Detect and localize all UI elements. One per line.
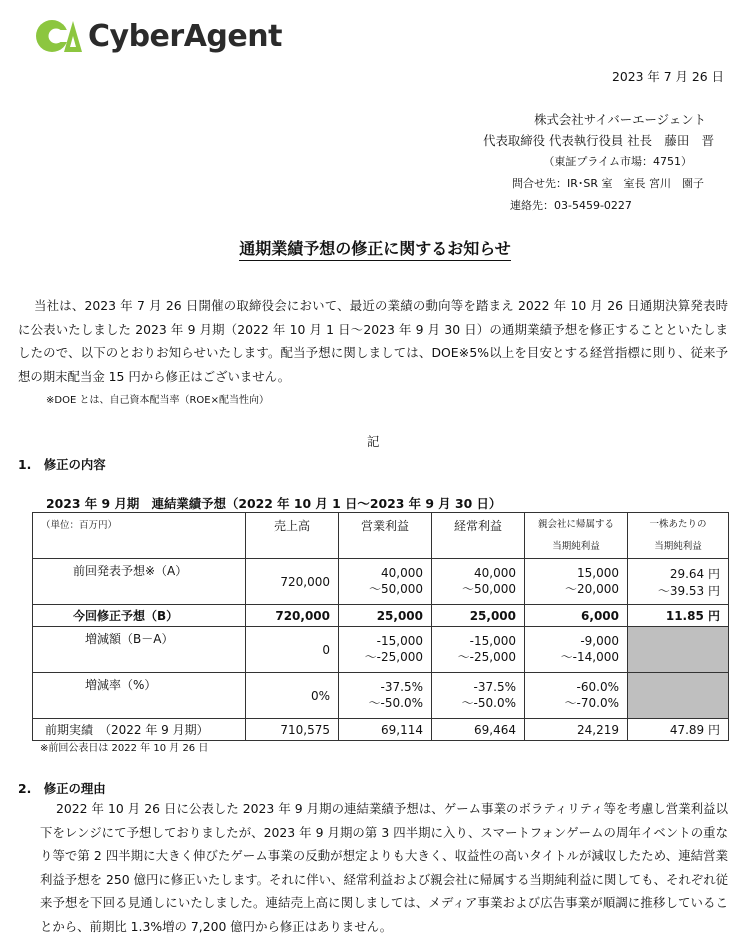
representative: 代表取締役 代表執行役員 社長 藤田 晋 (483, 133, 714, 148)
contact-phone: 連絡先：03-5459-0227 (510, 199, 632, 212)
net-income-header (525, 513, 628, 559)
prev-net-low: 15,000 (577, 566, 619, 580)
rate-net-high: ～-70.0% (564, 696, 619, 710)
rate-op-low: -37.5% (380, 680, 423, 694)
listing-info: （東証プライム市場：4751） (543, 155, 692, 168)
table-row (33, 559, 729, 605)
op-profit-header: 営業利益 (339, 513, 432, 559)
prev-net (525, 559, 628, 605)
intro-paragraph: 当社は、2023 年 7 月 26 日開催の取締役会において、最近の業績の動向等を踏まえ 2022 年 10 月 26 日通期決算発表時に公表いたしました 2023 年 9 月期（2022 年 10 月 1 日～2023 年 9 月 30 日）の通期業績予想を修正することといたしましたので、以下のとおりお知らせいたします。配当予想に関しましては、DOE※5%以上を目安とする経営指標に則り、従来予想の期末配当金 15 円から修正はございません。 (18, 298, 728, 384)
diff-op (339, 627, 432, 673)
rev-ord: 25,000 (432, 605, 525, 627)
doe-note: ※DOE とは、自己資本配当率（ROE×配当性向） (46, 395, 269, 406)
rate-ord (432, 673, 525, 719)
rate-sales: 0% (246, 673, 339, 719)
table-row (33, 673, 729, 719)
forecast-table (32, 512, 729, 741)
company-logo (34, 16, 282, 56)
prev-ord-low: 40,000 (474, 566, 516, 580)
prev-ord-high: ～50,000 (462, 582, 516, 596)
table-row (33, 605, 729, 627)
rate-ord-high: ～-50.0% (461, 696, 516, 710)
eps-header-line2: 当期純利益 (654, 540, 702, 552)
ord-profit-header: 経常利益 (432, 513, 525, 559)
table-note: ※前回公表日は 2022 年 10 月 26 日 (40, 743, 209, 754)
diff-op-low: -15,000 (376, 634, 423, 648)
prev-op-low: 40,000 (381, 566, 423, 580)
last-net: 24,219 (525, 719, 628, 741)
rate-op (339, 673, 432, 719)
cyberagent-logo-icon (34, 17, 84, 55)
contact-person: 問合せ先：IR･SR 室 室長 宮川 園子 (511, 177, 704, 190)
last-sales: 710,575 (246, 719, 339, 741)
diff-ord (432, 627, 525, 673)
row-label-rate: 増減率（%） (33, 673, 246, 719)
last-ord: 69,464 (432, 719, 525, 741)
prev-net-high: ～20,000 (565, 582, 619, 596)
row-label-prev: 前回発表予想※（A） (33, 559, 246, 605)
prev-eps-high: ～39.53 円 (657, 583, 720, 598)
section2-heading: 2. 修正の理由 (18, 781, 106, 796)
sales-header: 売上高 (246, 513, 339, 559)
rev-net: 6,000 (525, 605, 628, 627)
prev-op-high: ～50,000 (369, 582, 423, 596)
row-label-diff: 増減額（B－A） (33, 627, 246, 673)
eps-header-line1: 一株あたりの (649, 518, 707, 530)
table-row (33, 719, 729, 741)
prev-ord (432, 559, 525, 605)
prev-eps-low: 29.64 円 (669, 566, 720, 581)
company-name: 株式会社サイバーエージェント (534, 112, 706, 127)
net-income-header-line1: 親会社に帰属する (537, 518, 614, 530)
prev-op (339, 559, 432, 605)
diff-net (525, 627, 628, 673)
rate-net (525, 673, 628, 719)
rev-eps: 11.85 円 (628, 605, 729, 627)
prev-sales: 720,000 (246, 559, 339, 605)
rate-eps-empty (628, 673, 729, 719)
diff-net-high: ～-14,000 (560, 650, 619, 664)
net-income-header-line2: 当期純利益 (552, 540, 600, 552)
rev-sales: 720,000 (246, 605, 339, 627)
diff-net-low: -9,000 (580, 634, 619, 648)
rate-ord-low: -37.5% (473, 680, 516, 694)
table-title: 2023 年 9 月期 連結業績予想（2022 年 10 月 1 日～2023 年 9 月 30 日） (46, 496, 502, 511)
document-date: 2023 年 7 月 26 日 (611, 69, 724, 84)
ki-mark: 記 (367, 434, 380, 449)
eps-header (628, 513, 729, 559)
diff-ord-low: -15,000 (469, 634, 516, 648)
rev-op: 25,000 (339, 605, 432, 627)
unit-header: （単位：百万円） (33, 513, 246, 559)
section2-body: 2022 年 10 月 26 日に公表した 2023 年 9 月期の連結業績予想は、ゲーム事業のボラティリティ等を考慮し営業利益以下をレンジにて予想しておりましたが、2023 年 9 月期の第 3 四半期に入り、スマートフォンゲームの周年イベントの重なり等で第 2 四半期に大きく伸びたゲーム事業の反動が想定よりも大きく、収益性の高いタイトルが減収したため、連結営業利益予想を 250 億円に修正いたします。それに伴い、経常利益および親会社に帰属する当期純利益に関しても、それぞれ従来予想を下回る見通しにいたしました。連結売上高に関しましては、メディア事業および広告事業が順調に推移していることから、前期比 1.3%増の 7,200 億円から修正はありません。 (40, 801, 728, 934)
row-label-last: 前期実績 （2022 年 9 月期） (33, 719, 246, 741)
diff-op-high: ～-25,000 (364, 650, 423, 664)
document-title (0, 236, 750, 259)
table-header-row (33, 513, 729, 559)
section1-heading: 1. 修正の内容 (18, 457, 106, 472)
rate-net-low: -60.0% (576, 680, 619, 694)
diff-eps-empty (628, 627, 729, 673)
diff-sales: 0 (246, 627, 339, 673)
document-title-text: 通期業績予想の修正に関するお知らせ (239, 239, 511, 261)
row-label-revised: 今回修正予想（B） (33, 605, 246, 627)
table-row (33, 627, 729, 673)
logo-text: CyberAgent (88, 18, 282, 54)
prev-eps (628, 559, 729, 605)
last-op: 69,114 (339, 719, 432, 741)
last-eps: 47.89 円 (628, 719, 729, 741)
diff-ord-high: ～-25,000 (457, 650, 516, 664)
rate-op-high: ～-50.0% (368, 696, 423, 710)
